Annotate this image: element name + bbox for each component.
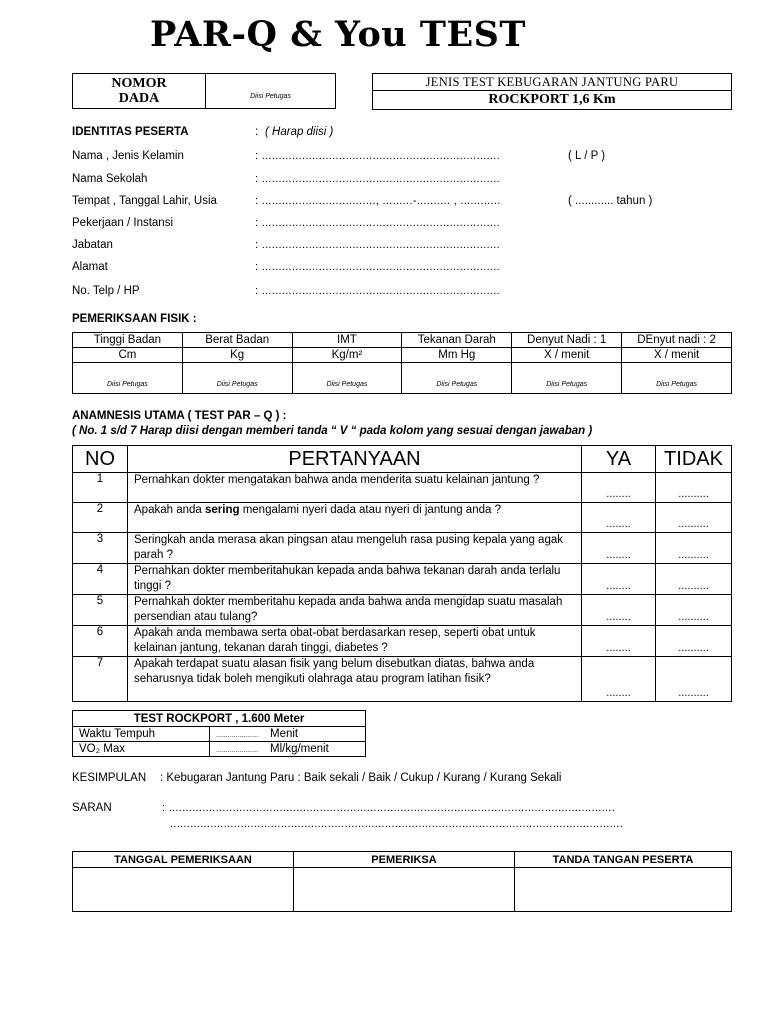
col-pertanyaan: PERTANYAAN (128, 446, 582, 473)
tidak-answer-field[interactable]: .......... (656, 503, 732, 533)
question-number: 1 (73, 473, 128, 503)
tanda-tangan-field[interactable] (515, 868, 732, 912)
nomor-label: NOMOR (111, 76, 167, 91)
question-text: Pernahkan dokter memberitahukan kepada anda bahwa tekanan darah anda terlalu tinggi ? (128, 564, 582, 595)
identitas-input[interactable]: : ....................................................................... (255, 261, 500, 273)
fisik-value-field[interactable] (292, 363, 402, 394)
question-row (73, 473, 732, 503)
identitas-label: Pekerjaan / Instansi (72, 217, 174, 229)
fisik-col-unit: Mm Hg (402, 348, 512, 363)
kesimpulan-text: : Kebugaran Jantung Paru : Baik sekali / Baik / Cukup / Kurang / Kurang Sekali (160, 772, 562, 784)
jenis-test-label: JENIS TEST KEBUGARAN JANTUNG PARU (373, 74, 732, 91)
saran-label: SARAN (72, 802, 112, 814)
identitas-input[interactable]: : ....................................................................... (255, 173, 500, 185)
diisi-petugas-hint: Diisi Petugas (436, 381, 478, 388)
question-row (73, 503, 732, 533)
tidak-answer-field[interactable]: .......... (656, 533, 732, 564)
question-text: Seringkah anda merasa akan pingsan atau mengeluh rasa pusing kepala yang agak parah ? (128, 533, 582, 564)
fisik-col-name: Denyut Nadi : 1 (512, 333, 622, 348)
question-number: 6 (73, 626, 128, 657)
identitas-note: ( Harap diisi ) (265, 126, 334, 138)
tidak-answer-field[interactable]: .......... (656, 626, 732, 657)
question-text: Pernahkah dokter memberitahu kepada anda bahwa anda mengidap suatu masalah persendian atau tulang? (128, 595, 582, 626)
question-row (73, 626, 732, 657)
vo2max-unit: Ml/kg/menit (270, 743, 329, 755)
jenis-test-value: ROCKPORT 1,6 Km (373, 91, 732, 110)
question-text: Pernahkan dokter mengatakan bahwa anda menderita suatu kelainan jantung ? (128, 473, 582, 503)
fisik-col-unit: Kg/m² (292, 348, 402, 363)
pemeriksa-field[interactable] (294, 868, 515, 912)
saran-line-1[interactable]: : ..................................................................................................................................... (162, 802, 616, 814)
anamnesis-heading: ANAMNESIS UTAMA ( TEST PAR – Q ) : (72, 410, 287, 422)
identitas-input[interactable]: : ....................................................................... (255, 285, 500, 297)
question-text: Apakah terdapat suatu alasan fisik yang belum disebutkan diatas, bahwa anda seharusnya tidak boleh mengikuti olahraga atau program latihan fisik? (128, 657, 582, 702)
nomor-dada-field[interactable] (206, 74, 336, 109)
identitas-label: Tempat , Tanggal Lahir, Usia (72, 195, 217, 207)
question-number: 3 (73, 533, 128, 564)
identitas-label: No. Telp / HP (72, 285, 140, 297)
diisi-petugas-hint: Diisi Petugas (546, 381, 588, 388)
question-row (73, 595, 732, 626)
question-text-part: mengalami nyeri dada atau nyeri di jantung anda ? (239, 504, 501, 516)
fisik-value-field[interactable] (73, 363, 183, 394)
identitas-label: Nama , Jenis Kelamin (72, 150, 184, 162)
question-row (73, 657, 732, 702)
ya-answer-field[interactable]: ........ (582, 473, 656, 503)
kesimpulan-label: KESIMPULAN (72, 772, 147, 784)
dada-label: DADA (118, 91, 160, 106)
pemeriksa-header: PEMERIKSA (294, 852, 515, 868)
fisik-col-unit: Cm (73, 348, 183, 363)
diisi-petugas-hint: Diisi Petugas (216, 381, 258, 388)
identitas-input[interactable]: : .................................., .........-.......... , ............ (255, 195, 501, 207)
tanggal-pemeriksaan-header: TANGGAL PEMERIKSAAN (73, 852, 294, 868)
saran-line-2[interactable]: ....................................................................................................................................... (170, 818, 624, 830)
tanggal-pemeriksaan-field[interactable] (73, 868, 294, 912)
fisik-heading: PEMERIKSAAN FISIK : (72, 313, 197, 325)
question-row (73, 564, 732, 595)
fisik-col-unit: X / menit (512, 348, 622, 363)
ya-answer-field[interactable]: ........ (582, 626, 656, 657)
fisik-value-field[interactable] (622, 363, 732, 394)
jenis-test-box (372, 73, 732, 110)
ya-answer-field[interactable]: ........ (582, 657, 656, 702)
vo2max-label: VO₂ Max (73, 742, 210, 757)
fisik-value-field[interactable] (182, 363, 292, 394)
ya-answer-field[interactable]: ........ (582, 533, 656, 564)
nomor-dada-box (72, 73, 336, 109)
tidak-answer-field[interactable]: .......... (656, 564, 732, 595)
fisik-col-name: Tekanan Darah (402, 333, 512, 348)
tidak-answer-field[interactable]: .......... (656, 657, 732, 702)
tanda-tangan-header: TANDA TANGAN PESERTA (515, 852, 732, 868)
identitas-label: Alamat (72, 261, 108, 273)
fisik-col-name: IMT (292, 333, 402, 348)
signature-table (72, 851, 732, 912)
identitas-extra[interactable]: ( ............ tahun ) (568, 195, 653, 207)
identitas-input[interactable]: : ....................................................................... (255, 217, 500, 229)
col-ya: YA (582, 446, 656, 473)
question-text-part: sering (204, 504, 240, 516)
rockport-table (72, 710, 366, 757)
col-no: NO (73, 446, 128, 473)
identitas-input[interactable]: : ....................................................................... (255, 150, 500, 162)
diisi-petugas-hint: Diisi Petugas (656, 381, 697, 388)
identitas-input[interactable]: : ....................................................................... (255, 239, 500, 251)
ya-answer-field[interactable]: ........ (582, 503, 656, 533)
diisi-petugas-hint: Diisi Petugas (250, 93, 291, 100)
identitas-label: Nama Sekolah (72, 173, 148, 185)
page-title: PAR-Q & You TEST (150, 14, 526, 55)
question-number: 7 (73, 657, 128, 702)
fisik-col-unit: X / menit (622, 348, 732, 363)
fisik-col-name: Tinggi Badan (73, 333, 183, 348)
tidak-answer-field[interactable]: .......... (656, 595, 732, 626)
col-tidak: TIDAK (656, 446, 732, 473)
identitas-label: Jabatan (72, 239, 113, 251)
fisik-value-field[interactable] (512, 363, 622, 394)
question-row (73, 533, 732, 564)
identitas-note-colon: : (255, 126, 259, 138)
diisi-petugas-hint: Diisi Petugas (106, 381, 148, 388)
question-number: 2 (73, 503, 128, 533)
ya-answer-field[interactable]: ........ (582, 595, 656, 626)
question-number: 5 (73, 595, 128, 626)
fisik-value-field[interactable] (402, 363, 512, 394)
fisik-col-name: Berat Badan (182, 333, 292, 348)
question-text (128, 503, 582, 533)
rockport-heading: TEST ROCKPORT , 1.600 Meter (73, 711, 366, 727)
question-number: 4 (73, 564, 128, 595)
ya-answer-field[interactable]: ........ (582, 564, 656, 595)
diisi-petugas-hint: Diisi Petugas (326, 381, 368, 388)
question-text-part: Apakah anda (134, 504, 205, 516)
identitas-heading: IDENTITAS PESERTA (72, 126, 189, 138)
waktu-tempuh-field[interactable]: ...................... Menit (210, 727, 366, 742)
anamnesis-instruction: ( No. 1 s/d 7 Harap diisi dengan memberi tanda “ V “ pada kolom yang sesuai dengan jawaban ) (72, 425, 593, 437)
parq-table (72, 445, 732, 702)
tidak-answer-field[interactable]: .......... (656, 473, 732, 503)
fisik-table (72, 332, 732, 394)
fisik-col-unit: Kg (182, 348, 292, 363)
waktu-tempuh-unit: Menit (270, 728, 299, 740)
waktu-tempuh-label: Waktu Tempuh (73, 727, 210, 742)
identitas-extra[interactable]: ( L / P ) (568, 150, 606, 162)
fisik-col-name: DEnyut nadi : 2 (622, 333, 732, 348)
vo2max-field[interactable]: ...................... Ml/kg/menit (210, 742, 366, 757)
question-text: Apakah anda membawa serta obat-obat berdasarkan resep, seperti obat untuk kelainan jantung, tekanan darah tinggi, diabetes ? (128, 626, 582, 657)
